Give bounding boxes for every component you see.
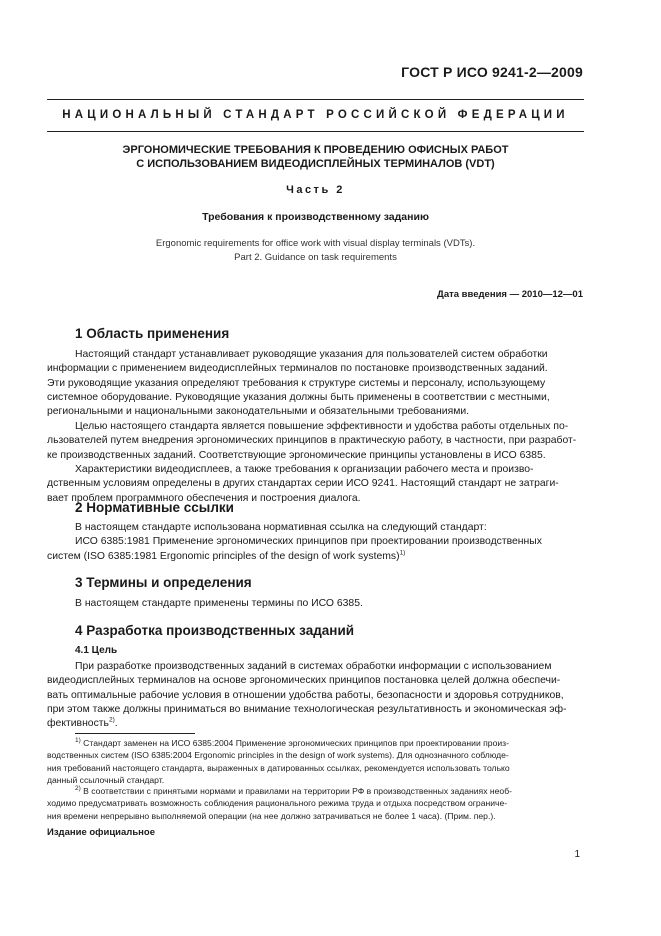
gost-designation: ГОСТ Р ИСО 9241-2—2009 [401,64,583,80]
text-line: системное оборудование. Руководящие указания должны быть применены в соответствии с местными, [47,391,550,403]
text-line: льзователей путем внедрения эргономических принципов в практическую работу, в частности, при разработ- [47,435,577,447]
text-line: Настоящий стандарт устанавливает руководящие указания для пользователей систем обработки [75,349,548,360]
footnote-mark: 2) [75,785,81,793]
document-subtitle: Требования к производственному заданию [202,211,429,223]
subsection-4-1-heading: 4.1 Цель [75,645,118,656]
text-line [47,785,584,797]
text-line: ния времени непрерывно выполняемой операции (на нее должно затрачиваться не более 1 часа). (Прим. пер.). [47,810,496,821]
text-line: ния требований настоящего стандарта, выраженных в датированных ссылках, рекомендуется использовать только [47,762,510,773]
section-1-paragraph-2 [47,420,584,463]
text-line: водственных систем (ISO 6385:2004 Ergonomic principles in the design of work systems). Для однозначного соблюде- [47,750,509,761]
national-standard-heading: НАЦИОНАЛЬНЫЙ СТАНДАРТ РОССИЙСКОЙ ФЕДЕРАЦИИ [62,109,569,121]
text-fragment: фективность [47,718,109,730]
text-line: Эти руководящие указания определяют требования к структуре системы и персоналу, использующему [47,377,546,389]
text-fragment: В соответствии с принятыми нормами и правилами на территории РФ в производственных заданиях необ- [83,786,512,796]
text-line: В настоящем стандарте использована нормативная ссылка на следующий стандарт: [75,522,487,533]
footnote-ref: 2) [108,716,115,724]
text-line: В настоящем стандарте применены термины по ИСО 6385. [75,598,363,609]
text-line: информации с применением видеодисплейных терминалов по постановке производственных заданий. [47,363,548,375]
section-2-heading: 2 Нормативные ссылки [75,500,234,515]
text-fragment: . [114,718,118,730]
text-line: данный ссылочный стандарт. [47,775,165,786]
footnote-ref: 1) [399,549,406,557]
text-line: При разработке производственных заданий в системах обработки информации с использованием [75,661,552,672]
text-line: вать оптимальные рабочие условия в отношении удобства работы, безопасности и здоровья сотрудников, [47,689,564,701]
edition-label: Издание официальное [47,827,155,838]
top-rule [47,99,584,100]
document-title [47,143,584,171]
text-line: видеодисплейных терминалов на основе эргономических принципов постановка целей должна обеспечи- [47,675,561,687]
footnote-2 [47,785,584,822]
text-line: Характеристики видеодисплеев, а также требования к организации рабочего места и произво- [75,464,534,475]
english-title [47,237,584,265]
text-line: региональными и национальными законодательными и обязательными требованиями. [47,406,470,418]
page-number: 1 [574,849,580,860]
reference-text: систем (ISO 6385:1981 Ergonomic principles of the design of work systems) [47,550,400,562]
title-line: ЭРГОНОМИЧЕСКИЕ ТРЕБОВАНИЯ К ПРОВЕДЕНИЮ ОФИСНЫХ РАБОТ [122,144,509,156]
introduction-date: Дата введения — 2010—12—01 [437,289,583,300]
text-line: ке производственных заданий. Соответствующие эргономические принципы установлены в ИСО 6385. [47,449,546,461]
footnote-separator [75,733,195,734]
text-line: дственным условиям определены в других стандартах серии ИСО 9241. Настоящий стандарт не затраги- [47,478,559,490]
text-line [47,737,584,749]
section-1-heading: 1 Область применения [75,326,230,341]
section-1-paragraph-1 [47,348,584,419]
title-line: С ИСПОЛЬЗОВАНИЕМ ВИДЕОДИСПЛЕЙНЫХ ТЕРМИНАЛОВ (VDT) [136,158,495,170]
text-line: ИСО 6385:1981 Применение эргономических принципов при проектировании производственных [75,536,542,548]
section-2-paragraph [47,521,584,564]
footnote-mark: 1) [75,737,81,745]
text-line: Целью настоящего стандарта является повышение эффективности и удобства работы отдельных по- [75,421,569,432]
text-line: ходимо предусматривать возможность соблюдения рационального режима труда и отдыха посредством ограниче- [47,798,508,809]
text-fragment: Стандарт заменен на ИСО 6385:2004 Применение эргономических принципов при проектировании произ- [83,738,509,748]
text-line [47,550,584,564]
english-title-line: Ergonomic requirements for office work with visual display terminals (VDTs). [155,238,476,249]
bottom-rule [47,131,584,132]
text-line: при этом также должны приниматься во внимание технологическая результативность и экономическая эф- [47,703,567,715]
english-title-line: Part 2. Guidance on task requirements [234,252,397,263]
part-label: Часть 2 [286,184,345,196]
section-3-paragraph [47,597,584,611]
text-line: вает проблем программного обеспечения и построения диалога. [47,492,361,504]
section-4-heading: 4 Разработка производственных заданий [75,623,355,638]
footnote-1 [47,737,584,787]
section-4-paragraph [47,660,584,731]
section-3-heading: 3 Термины и определения [75,575,252,590]
text-line [47,717,584,731]
